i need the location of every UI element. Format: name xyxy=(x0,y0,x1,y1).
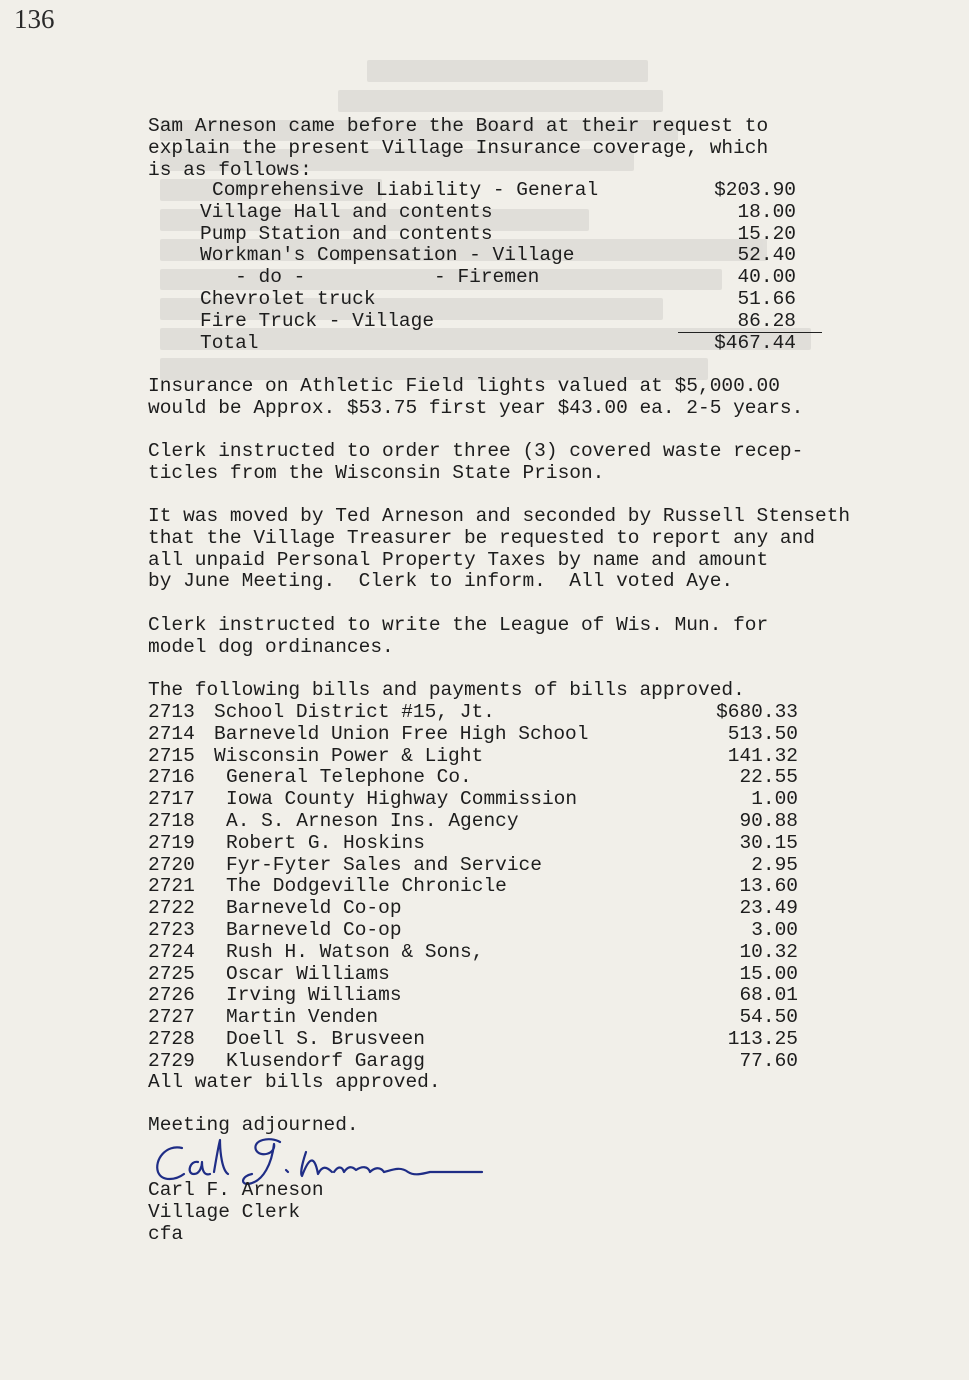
waste-receptacles-paragraph: Clerk instructed to order three (3) covered waste recep- ticles from the Wisconsin State Prison. xyxy=(148,440,804,484)
insurance-row xyxy=(148,267,796,289)
signatory-name: Carl F. Arneson xyxy=(148,1179,324,1201)
bill-row xyxy=(148,1029,798,1051)
bill-payee: Irving Williams xyxy=(226,984,402,1007)
bill-row xyxy=(148,920,798,942)
insurance-label: Total xyxy=(200,331,259,354)
insurance-label: Chevrolet truck xyxy=(200,287,376,310)
bill-payee: Martin Venden xyxy=(226,1006,379,1029)
motion-paragraph: It was moved by Ted Arneson and seconded by Russell Stenseth that the Village Treasurer be requested to report any and all unpaid Personal Property Taxes by name and amount by June Meeting. Clerk to inform. All voted Aye. xyxy=(148,505,851,593)
insurance-row xyxy=(148,224,796,246)
bill-number: 2727 xyxy=(148,1006,195,1029)
bill-row xyxy=(148,833,798,855)
insurance-label: Pump Station and contents xyxy=(200,222,493,245)
bills-table xyxy=(148,702,798,1073)
bill-number: 2719 xyxy=(148,831,195,854)
bill-payee: Robert G. Hoskins xyxy=(226,831,425,854)
insurance-intro-paragraph: Sam Arneson came before the Board at their request to explain the present Village Insurance coverage, which is as follows: xyxy=(148,115,769,181)
bill-row xyxy=(148,811,798,833)
bill-amount: 54.50 xyxy=(739,1006,798,1029)
bill-amount: 15.00 xyxy=(739,962,798,985)
bill-payee: Doell S. Brusveen xyxy=(226,1027,425,1050)
bill-amount: 22.55 xyxy=(739,766,798,789)
bill-row xyxy=(148,964,798,986)
typist-initials: cfa xyxy=(148,1223,184,1245)
insurance-row xyxy=(148,289,796,311)
total-rule xyxy=(678,332,822,333)
bill-amount: 1.00 xyxy=(751,788,798,811)
bill-number: 2716 xyxy=(148,766,195,789)
bill-amount: 10.32 xyxy=(739,940,798,963)
bill-payee: Rush H. Watson & Sons, xyxy=(226,940,484,963)
bill-row xyxy=(148,1051,798,1073)
insurance-label: - do - - Firemen xyxy=(200,266,540,289)
bill-row xyxy=(148,789,798,811)
bill-number: 2726 xyxy=(148,984,195,1007)
bill-number: 2721 xyxy=(148,875,195,898)
bill-number: 2717 xyxy=(148,788,195,811)
insurance-row xyxy=(148,245,796,267)
bill-payee: General Telephone Co. xyxy=(226,766,472,789)
signature-text: Carl F. Arneson xyxy=(322,1185,332,1186)
bill-row xyxy=(148,767,798,789)
bill-amount: 90.88 xyxy=(739,809,798,832)
bill-number: 2714 xyxy=(148,722,195,745)
bill-payee: The Dodgeville Chronicle xyxy=(226,875,507,898)
insurance-amount: 40.00 xyxy=(737,266,796,289)
bill-row xyxy=(148,942,798,964)
insurance-row xyxy=(148,180,796,202)
bill-amount: 68.01 xyxy=(739,984,798,1007)
bill-amount: 13.60 xyxy=(739,875,798,898)
athletic-field-paragraph: Insurance on Athletic Field lights valued at $5,000.00 would be Approx. $53.75 first year $43.00 ea. 2-5 years. xyxy=(148,375,804,419)
bill-payee: Barneveld Co-op xyxy=(226,918,402,941)
insurance-row xyxy=(148,333,796,355)
bill-amount: 113.25 xyxy=(727,1027,798,1050)
bill-payee: A. S. Arneson Ins. Agency xyxy=(226,809,519,832)
bill-payee: Barneveld Co-op xyxy=(226,897,402,920)
bill-number: 2725 xyxy=(148,962,195,985)
insurance-row xyxy=(148,311,796,333)
bill-row xyxy=(148,702,798,724)
signatory-title: Village Clerk xyxy=(148,1201,301,1223)
bill-number: 2722 xyxy=(148,897,195,920)
bill-row xyxy=(148,724,798,746)
bill-payee: Wisconsin Power & Light xyxy=(214,744,484,767)
bill-payee: Barneveld Union Free High School xyxy=(214,722,589,745)
bill-number: 2728 xyxy=(148,1027,195,1050)
insurance-label: Village Hall and contents xyxy=(200,200,493,223)
bill-number: 2723 xyxy=(148,918,195,941)
insurance-label: Workman's Compensation - Village xyxy=(200,244,575,267)
insurance-amount: 52.40 xyxy=(737,244,796,267)
insurance-label: Comprehensive Liability - General xyxy=(212,179,599,201)
bills-heading: The following bills and payments of bills approved. xyxy=(148,679,745,701)
insurance-amount: 51.66 xyxy=(737,287,796,310)
bill-row xyxy=(148,746,798,768)
bill-amount: $680.33 xyxy=(716,701,798,723)
insurance-amount: 18.00 xyxy=(737,200,796,223)
bill-payee: Fyr-Fyter Sales and Service xyxy=(226,853,542,876)
page-number: 136 xyxy=(14,4,55,34)
insurance-amount: 86.28 xyxy=(737,309,796,332)
bill-payee: Klusendorf Garagg xyxy=(226,1049,425,1072)
bill-amount: 513.50 xyxy=(727,722,798,745)
bill-payee: Iowa County Highway Commission xyxy=(226,788,578,811)
bill-number: 2729 xyxy=(148,1049,195,1072)
bill-amount: 77.60 xyxy=(739,1049,798,1072)
dog-ordinance-paragraph: Clerk instructed to write the League of Wis. Mun. for model dog ordinances. xyxy=(148,614,769,658)
bill-row xyxy=(148,985,798,1007)
bill-number: 2720 xyxy=(148,853,195,876)
bill-amount: 141.32 xyxy=(727,744,798,767)
bill-amount: 23.49 xyxy=(739,897,798,920)
bill-amount: 3.00 xyxy=(751,918,798,941)
bill-amount: 2.95 xyxy=(751,853,798,876)
bill-number: 2715 xyxy=(148,744,195,767)
bill-number: 2718 xyxy=(148,809,195,832)
insurance-amount: 15.20 xyxy=(737,222,796,245)
bill-payee: School District #15, Jt. xyxy=(214,701,495,723)
meeting-adjourned-line: Meeting adjourned. xyxy=(148,1114,359,1136)
bill-row xyxy=(148,876,798,898)
insurance-amount: $203.90 xyxy=(714,179,796,201)
insurance-row xyxy=(148,202,796,224)
bill-row xyxy=(148,1007,798,1029)
bill-row xyxy=(148,855,798,877)
bill-payee: Oscar Williams xyxy=(226,962,390,985)
water-bills-line: All water bills approved. xyxy=(148,1071,441,1093)
insurance-label: Fire Truck - Village xyxy=(200,309,435,332)
insurance-coverage-table xyxy=(148,180,796,354)
bill-row xyxy=(148,898,798,920)
bill-amount: 30.15 xyxy=(739,831,798,854)
insurance-amount: $467.44 xyxy=(714,331,796,354)
bill-number: 2713 xyxy=(148,701,195,723)
bill-number: 2724 xyxy=(148,940,195,963)
